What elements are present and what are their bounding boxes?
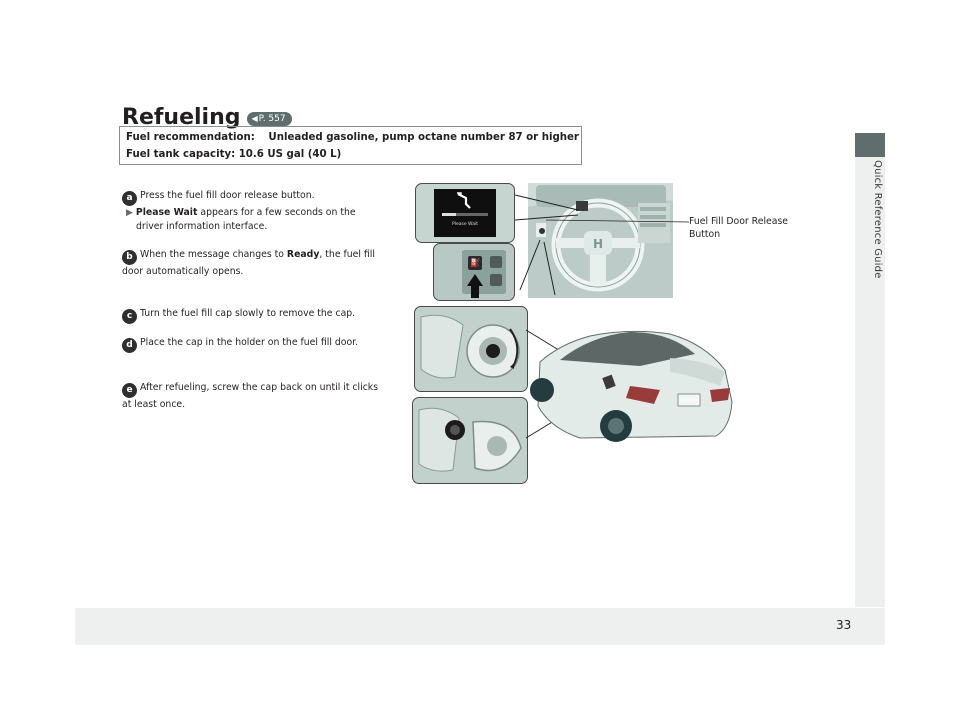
- side-tab-label: Quick Reference Guide: [872, 160, 883, 279]
- fuel-tank-capacity: Fuel tank capacity: 10.6 US gal (40 L): [126, 149, 342, 160]
- fuel-nozzle-icon: [454, 192, 476, 210]
- fuel-recommendation-value: Unleaded gasoline, pump octane number 87 or higher: [268, 132, 579, 143]
- progress-bar-fill: [442, 213, 456, 216]
- fuel-door-release-button[interactable]: ⛽: [468, 256, 482, 270]
- release-button-inset: [433, 243, 515, 301]
- fuel-cap-removal-inset: [414, 306, 528, 392]
- step-1-note-line2: driver information interface.: [136, 221, 268, 232]
- page-reference-label: P. 557: [258, 114, 286, 124]
- triangle-bullet-icon: ▶: [126, 208, 133, 218]
- release-button-callout: [689, 216, 809, 241]
- step-text: Place the cap in the holder on the fuel fill door.: [140, 337, 359, 348]
- leader-lines: [510, 190, 690, 300]
- step-4: [122, 336, 397, 353]
- fuel-door-icon: [413, 398, 527, 483]
- page-reference-link[interactable]: [247, 112, 292, 126]
- press-arrow-stem: [471, 286, 479, 298]
- step-text-after: , the fuel fill door automatically opens.: [122, 249, 375, 277]
- fuel-cap-icon: [415, 307, 527, 391]
- step-text: Turn the fuel fill cap slowly to remove the cap.: [140, 308, 356, 319]
- step-1-note-text: appears for a few seconds on the: [200, 207, 356, 218]
- press-arrow-icon: [467, 274, 483, 286]
- svg-text:H: H: [592, 237, 604, 251]
- fuel-recommendation-label: Fuel recommendation:: [126, 132, 255, 143]
- panel-button: [490, 256, 502, 268]
- page-title-text: Refueling: [122, 105, 241, 130]
- callout-line-2: Button: [689, 228, 721, 240]
- progress-bar-track: [442, 213, 488, 216]
- driver-info-screen: [434, 189, 496, 237]
- step-badge: a: [122, 191, 137, 206]
- step-text: Press the fuel fill door release button.: [140, 190, 315, 201]
- fuel-spec-box: [119, 126, 582, 165]
- side-tab-marker: [855, 133, 885, 157]
- fuel-recommendation-row: [126, 132, 579, 143]
- step-1-note: [122, 206, 397, 220]
- panel-button: [490, 274, 502, 286]
- step-1: [122, 189, 397, 234]
- fuel-cap-holder-inset: [412, 397, 528, 484]
- footer-band: [75, 608, 885, 645]
- ref-arrow-icon: ◀: [251, 114, 258, 123]
- step-badge: b: [122, 250, 137, 265]
- step-badge: e: [122, 383, 137, 398]
- step-text: After refueling, screw the cap back on until it clicks at least once.: [122, 382, 379, 410]
- step-text-before: When the message changes to: [140, 249, 284, 260]
- step-badge: d: [122, 338, 137, 353]
- page-number: 33: [836, 618, 852, 632]
- please-wait-message: Please Wait: [452, 222, 478, 227]
- step-2: [122, 248, 387, 279]
- please-wait-label: Please Wait: [135, 207, 198, 218]
- step-3: [122, 307, 397, 324]
- step-5: [122, 381, 387, 412]
- car-illustration: [520, 310, 740, 460]
- ready-label: Ready: [286, 249, 320, 260]
- callout-line-1: Fuel Fill Door Release: [689, 216, 789, 227]
- driver-info-display-inset: [415, 183, 515, 243]
- step-badge: c: [122, 309, 137, 324]
